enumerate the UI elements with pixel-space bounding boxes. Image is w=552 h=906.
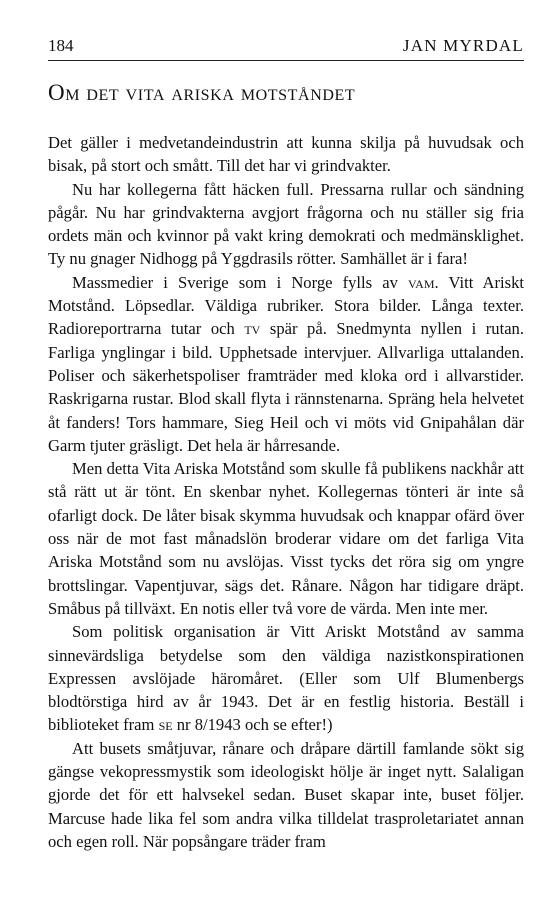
running-head: [48, 36, 524, 61]
acronym-vam: vam: [408, 272, 435, 292]
paragraph-3-text-b: . Vitt Ariskt Motstånd. Löpsedlar. Väldiga rubriker. Stora bilder. Långa texter. Radioreportrarna tutar och: [48, 272, 525, 339]
chapter-title: Om det vita ariska motståndet: [48, 80, 356, 105]
paragraph-5-text-a: Som politisk organisation är Vitt Ariskt Motstånd av samma sinnevärdsliga betydelse som den väldiga nazistkonspirationen Expressen avslöjade häromåret. (Eller som Ulf Blumenbergs blodtörstiga hird av år 1943. Det är en festlig historia. Beställ i biblioteket fram: [48, 622, 524, 735]
paragraph-5-text-b: nr 8/1943 och se efter!): [172, 715, 333, 735]
page-number: 184: [48, 36, 74, 55]
paragraph-4: Men detta Vita Ariska Motstånd som skulle få publikens nackhår att stå rätt ut är tönt. En skenbar nyhet. Kollegernas tönteri är inte så ofarligt dock. De låter bisak skymma huvudsak och knappar ofärd över oss när de mot fast månadslön broderar vidare om det farliga Vita Ariska Motstånd som nu avslöjas. Visst tycks det röra sig om yngre brottslingar. Vapentjuvar, sägs det. Rånare. Någon har tidigare dräpt. Småbus på tillväxt. En notis eller två vore de värda. Men inte mer.: [48, 459, 524, 618]
author-name: JAN MYRDAL: [402, 36, 524, 55]
paragraph-3-text-a: Massmedier i Sverige som i Norge fylls av: [72, 272, 409, 292]
paragraph-6: Att busets småtjuvar, rånare och dråpare därtill famlande sökt sig gängse vekopressmystik som ideologiskt hölje är inget nytt. Salaligan gjorde det för ett halvsekel sedan. Buset skapar inte, buset följer. Marcuse hade lika fel som andra vilka tilldelat trasproletariatet annan och egen roll. När popsångare träder fram: [48, 738, 524, 851]
body-text: [48, 131, 524, 853]
paragraph-3-text-c: spär på. Snedmynta nyllen i rutan. Farliga ynglingar i bild. Upphetsade intervjuer. Allvarliga uttalanden. Poliser och säkerhetspoliser framträder med kloka ord i allvarstider. Raskrigarna rustar. Blod skall flyta i rännstenarna. Spräng hela helvetet åt fanders! Tors hammare, Sieg Heil och vi möts vid Gnipahålan där Garm tjuter gräsligt. Det hela är hårresande.: [48, 319, 525, 455]
acronym-se: se: [158, 715, 173, 735]
paragraph-2: Nu har kollegerna fått häcken full. Pressarna rullar och sändning pågår. Nu har grindvakterna avgjort frågorna och nu ställer sig fria ordets män och kvinnor på vakt kring demokrati och medmänsklighet. Ty nu gnager Nidhogg på Yggdrasils rötter. Samhället är i fara!: [48, 179, 524, 269]
paragraph-5: [48, 620, 524, 736]
book-page: [48, 36, 524, 853]
acronym-tv: tv: [244, 319, 261, 339]
paragraph-1: Det gäller i medvetandeindustrin att kunna skilja på huvudsak och bisak, på stort och smått. Till det har vi grindvakter.: [48, 133, 524, 176]
paragraph-3: [48, 271, 524, 457]
